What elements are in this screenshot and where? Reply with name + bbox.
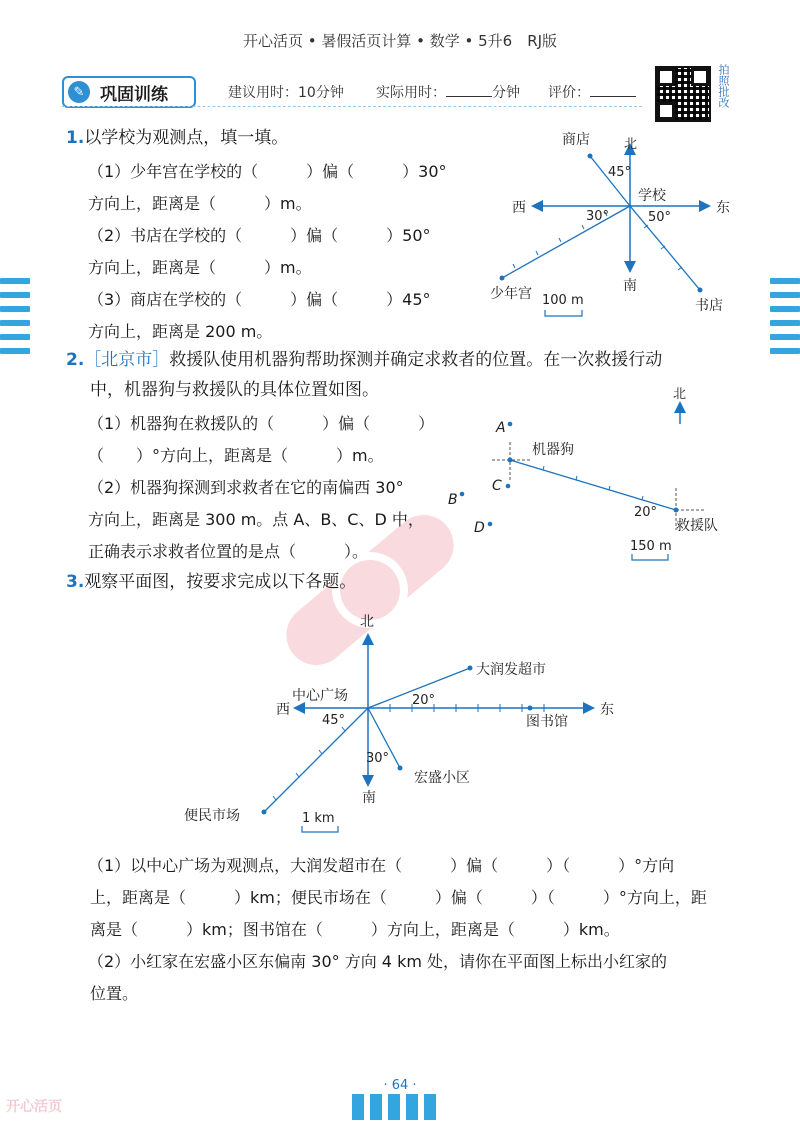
q1-line-4: 方向上，距离是（ ）m。: [88, 258, 312, 277]
page-number: · 64 ·: [383, 1078, 417, 1093]
q2-title-a: 救援队使用机器狗帮助探测并确定求救者的位置。在一次救援行动: [169, 350, 663, 370]
q3-p1-line-3: 离是（ ）km；图书馆在（ ）方向上，距离是（ ）km。: [90, 920, 620, 939]
actual-time-label: 实际用时：: [376, 85, 446, 101]
pencil-icon: ✎: [68, 81, 90, 103]
q3-number: 3.: [66, 572, 85, 592]
q2-line-3: （2）机器狗探测到求救者在它的南偏西 30°: [88, 478, 404, 497]
q3-p2-line-1: （2）小红家在宏盛小区东偏南 30° 方向 4 km 处，请你在平面图上标出小红家的: [88, 952, 668, 971]
q3-p1-line-2: 上，距离是（ ）km；便民市场在（ ）偏（ ）（ ）°方向上，距: [90, 888, 707, 907]
q2-point-A-label: A: [496, 420, 506, 436]
q3-scale-bar: [302, 826, 338, 832]
q3-label-community: 宏盛小区: [414, 770, 470, 786]
q2-point-B-label: B: [448, 492, 458, 508]
q2-title-b: 中，机器狗与救援队的具体位置如图。: [90, 380, 379, 400]
q3-angle-20: 20°: [412, 693, 436, 708]
q1-scale-bar: [545, 310, 582, 316]
q1-line-5: （3）商店在学校的（ ）偏（ ）45°: [88, 290, 431, 309]
q3-label-library: 图书馆: [526, 714, 568, 730]
q2-point-D: [488, 522, 493, 527]
q3-angle-45: 45°: [322, 713, 346, 728]
actual-time-blank[interactable]: [446, 82, 492, 97]
q1-label-bookstore: 书店: [695, 298, 723, 314]
q1-angle-45: 45°: [608, 165, 632, 180]
q2-angle-20: 20°: [634, 505, 658, 520]
footer-logo: 开心活页: [6, 1099, 62, 1115]
rating: [548, 82, 636, 102]
q1-scale-label: 100 m: [542, 293, 584, 308]
q2-label-north: 北: [673, 387, 687, 402]
q2-point-D-label: D: [474, 520, 485, 536]
actual-time: [376, 82, 520, 102]
q2-title: [66, 350, 662, 370]
q1-angle-30: 30°: [586, 209, 610, 224]
q2-point-C: [506, 484, 511, 489]
q1-title: [66, 128, 288, 148]
qr-label: 拍照批改: [717, 64, 730, 108]
q1-label-south: 南: [623, 278, 637, 294]
section-tab: [62, 76, 196, 108]
q2-ray-dog-team: [510, 460, 676, 510]
q2-label-team: 救援队: [676, 518, 718, 534]
q3-point-library: [528, 706, 533, 711]
section-divider: [62, 106, 642, 108]
q1-title-text: 以学校为观测点，填一填。: [84, 128, 289, 148]
q1-label-center: 学校: [638, 188, 666, 204]
qr-code-icon[interactable]: [655, 66, 711, 122]
left-edge-stripes: [0, 278, 30, 362]
q2-label-dog: 机器狗: [532, 442, 574, 458]
q2-line-2: （ ）°方向上，距离是（ ）m。: [88, 446, 384, 465]
q3-angle-30: 30°: [366, 751, 390, 766]
q1-ray-youth: [502, 206, 630, 278]
page-header-title: 开心活页 • 暑假活页计算 • 数学 • 5升6 RJ版: [242, 32, 558, 50]
rating-blank[interactable]: [590, 82, 636, 97]
q3-title-text: 观察平面图，按要求完成以下各题。: [84, 572, 357, 592]
q2-rescue-diagram: [440, 380, 770, 570]
q3-label-east: 东: [600, 702, 614, 718]
q3-label-west: 西: [276, 702, 290, 718]
q1-line-6: 方向上，距离是 200 m。: [88, 322, 273, 341]
q2-line-4: 方向上，距离是 300 m。点 A、B、C、D 中，: [88, 510, 424, 529]
q1-label-shop: 商店: [562, 132, 590, 148]
q1-line-2: 方向上，距离是（ ）m。: [88, 194, 312, 213]
q3-p1-line-1: （1）以中心广场为观测点，大润发超市在（ ）偏（ ）（ ）°方向: [88, 856, 675, 875]
q1-ray-shop: [590, 156, 630, 206]
q3-p2-line-2: 位置。: [90, 984, 139, 1003]
q2-scale-label: 150 m: [630, 539, 672, 554]
q3-label-north: 北: [360, 614, 374, 630]
q3-label-market: 大润发超市: [476, 662, 546, 678]
q3-title: [66, 572, 356, 592]
section-tab-label: 巩固训练: [100, 84, 168, 105]
q3-label-bazaar: 便民市场: [184, 808, 240, 824]
q1-label-north: 北: [624, 137, 638, 152]
q3-plan-diagram: [180, 608, 630, 838]
q2-point-B: [460, 492, 465, 497]
actual-time-unit: 分钟: [492, 85, 520, 101]
q2-tag: ［北京市］: [84, 350, 170, 370]
suggested-time: 建议用时：10分钟: [228, 85, 344, 101]
q2-line-5: 正确表示求救者位置的是点（ ）。: [88, 542, 369, 561]
q1-number: 1.: [66, 128, 85, 148]
q3-label-center: 中心广场: [292, 688, 348, 704]
rating-label: 评价：: [548, 85, 590, 101]
q2-scale-bar: [632, 554, 668, 560]
q3-label-south: 南: [362, 790, 376, 806]
q2-point-A: [508, 422, 513, 427]
q1-angle-50: 50°: [648, 210, 672, 225]
q1-label-east: 东: [716, 200, 730, 216]
q1-label-youth: 少年宫: [490, 286, 532, 302]
q1-label-west: 西: [512, 200, 526, 216]
q1-line-3: （2）书店在学校的（ ）偏（ ）50°: [88, 226, 431, 245]
bottom-bars: [352, 1094, 436, 1120]
q3-ray-bazaar: [264, 708, 368, 812]
q1-line-1: （1）少年宫在学校的（ ）偏（ ）30°: [88, 162, 447, 181]
q2-line-1: （1）机器狗在救援队的（ ）偏（ ）: [88, 414, 435, 433]
q1-compass-diagram: [490, 118, 760, 328]
q2-number: 2.: [66, 350, 85, 370]
right-edge-stripes: [770, 278, 800, 362]
q2-point-C-label: C: [492, 478, 502, 494]
q3-scale-label: 1 km: [302, 811, 335, 826]
